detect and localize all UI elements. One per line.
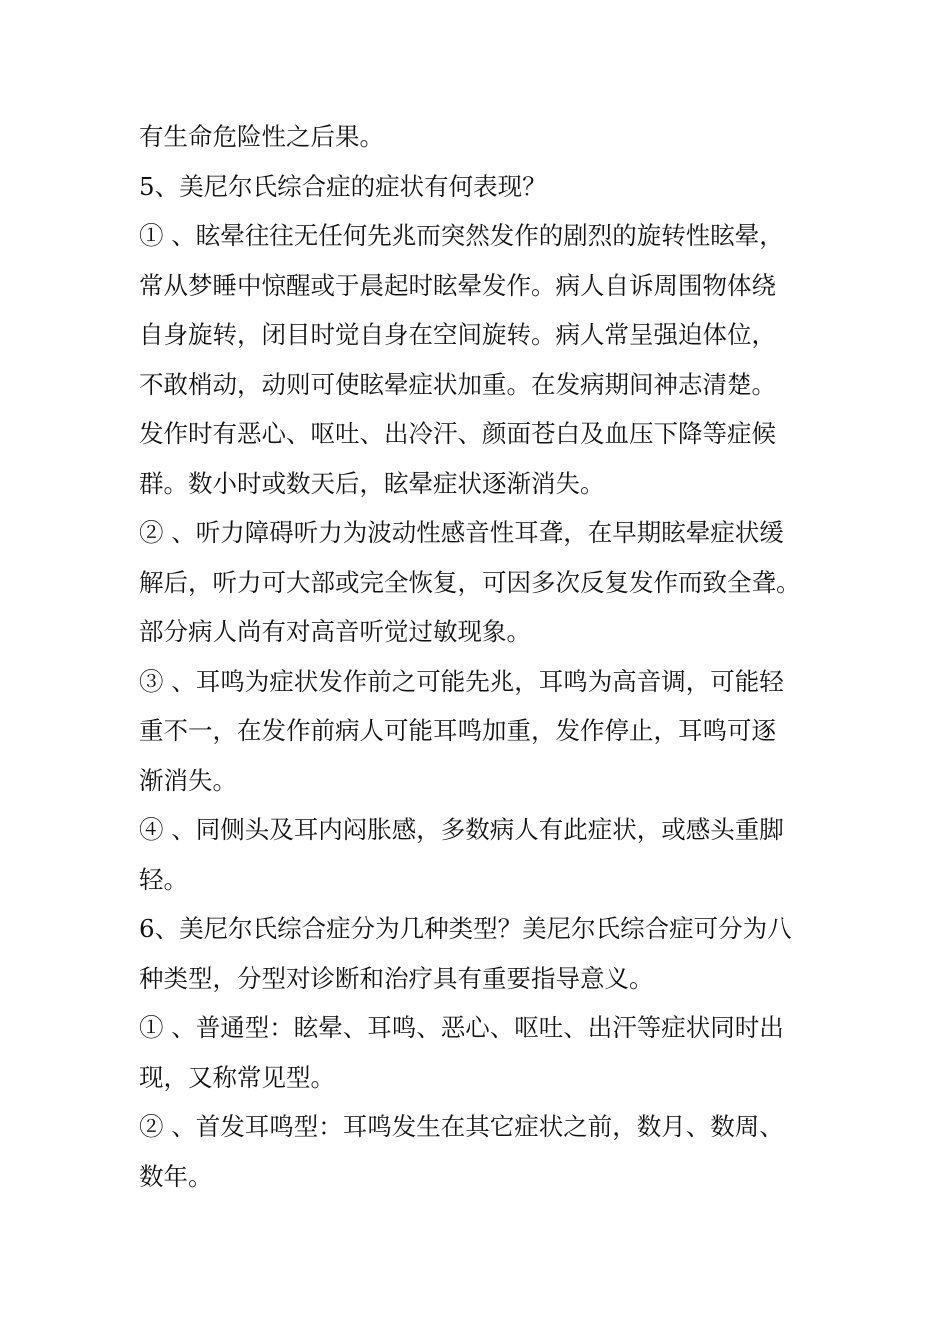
- text-line: 渐消失。: [139, 765, 237, 795]
- text-line: ③ 、耳鸣为症状发作前之可能先兆，耳鸣为高音调，可能轻: [139, 666, 784, 696]
- text-line: ② 、首发耳鸣型：耳鸣发生在其它症状之前，数月、数周、: [139, 1112, 784, 1141]
- text-line: 解后，听力可大部或完全恢复，可因多次反复发作而致全聋。: [139, 567, 801, 597]
- text-line: 种类型，分型对诊断和治疗具有重要指导意义。: [139, 963, 654, 993]
- text-line: ② 、听力障碍听力为波动性感音性耳聋，在早期眩晕症状缓: [139, 518, 784, 547]
- text-line: 有生命危险性之后果。: [139, 122, 384, 151]
- text-line: 重不一，在发作前病人可能耳鸣加重，发作停止，耳鸣可逐: [139, 716, 776, 745]
- text-line: ① 、眩晕往往无任何先兆而突然发作的剧烈的旋转性眩晕，: [139, 221, 784, 250]
- text-line: ① 、普通型：眩晕、耳鸣、恶心、呕吐、出汗等症状同时出: [139, 1013, 784, 1042]
- document-body: [139, 112, 829, 1201]
- text-line: 群。数小时或数天后，眩晕症状逐渐消失。: [139, 468, 605, 498]
- text-line: 现，又称常见型。: [139, 1062, 335, 1092]
- section-heading-6: 6、美尼尔氏综合症分为几种类型？美尼尔氏综合症可分为八: [139, 914, 792, 943]
- text-line: 自身旋转，闭目时觉自身在空间旋转。病人常呈强迫体位，: [139, 320, 776, 349]
- text-line: 轻。: [139, 864, 188, 894]
- text-line: 常从梦睡中惊醒或于晨起时眩晕发作。病人自诉周围物体绕: [139, 270, 776, 300]
- text-line: ④ 、同侧头及耳内闷胀感，多数病人有此症状，或感头重脚: [139, 815, 784, 844]
- text-line: 数年。: [139, 1161, 213, 1191]
- text-line: 不敢梢动，动则可使眩晕症状加重。在发病期间神志清楚。: [139, 369, 776, 399]
- text-line: 部分病人尚有对高音听觉过敏现象。: [139, 617, 531, 646]
- text-line: 发作时有恶心、呕吐、出冷汗、颜面苍白及血压下降等症候: [139, 419, 776, 448]
- section-heading-5: 5、美尼尔氏综合症的症状有何表现？: [139, 171, 547, 201]
